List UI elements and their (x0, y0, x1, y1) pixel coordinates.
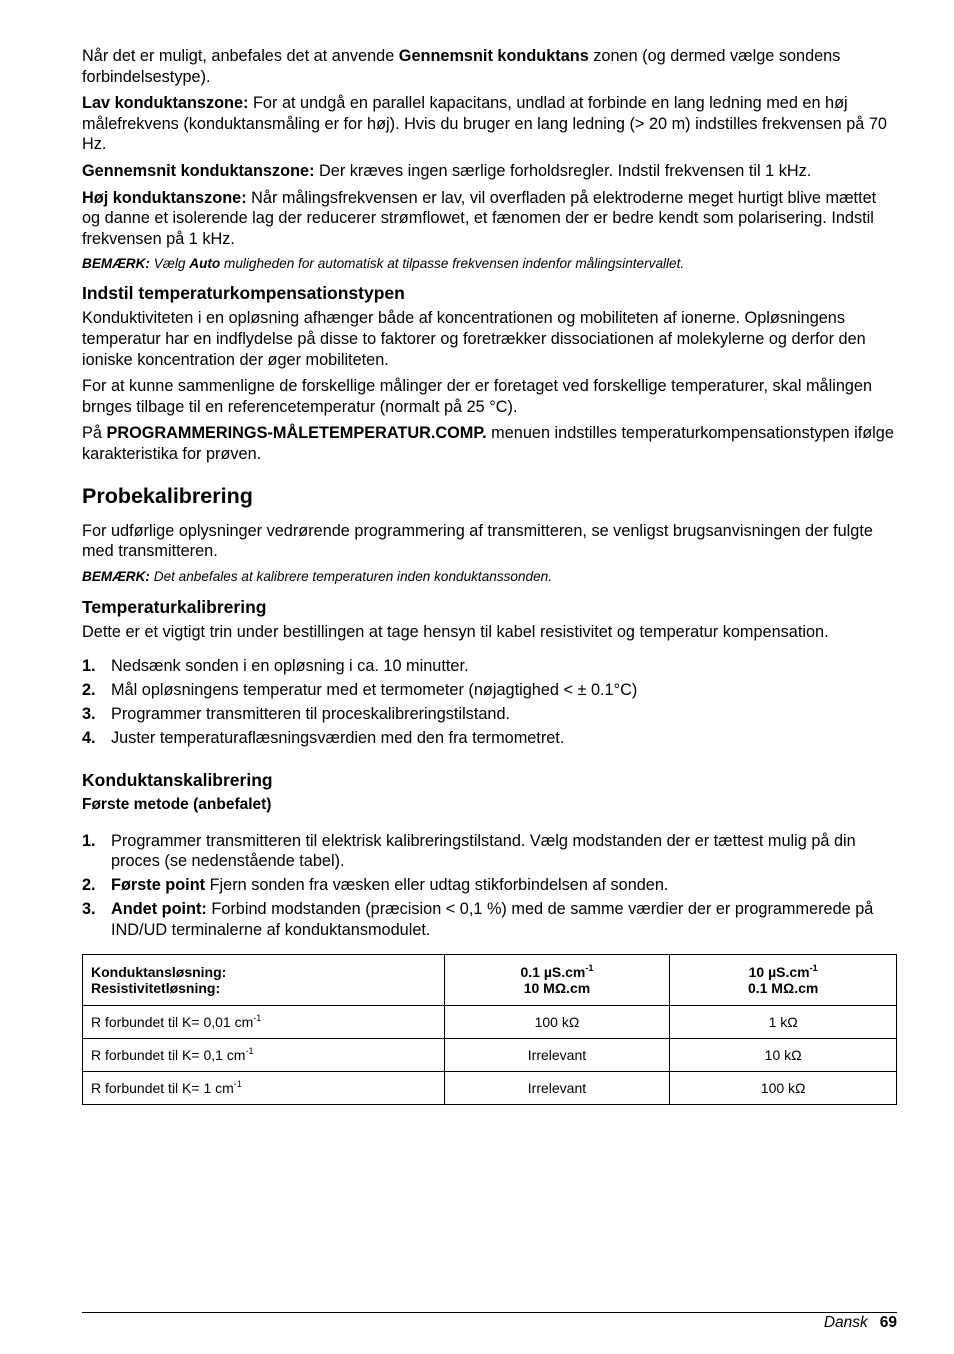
table-row (83, 1005, 897, 1038)
table-cell: 10 kΩ (670, 1038, 897, 1071)
page-number: 69 (879, 1314, 897, 1331)
step-number: 2. (82, 681, 96, 700)
row-label: R forbundet til K= 0,1 cm (91, 1046, 246, 1063)
step-number: 3. (82, 705, 96, 724)
temp-comp-text: menuen indstilles temperaturkompensationstypen ifølge karakteristika for prøven. (82, 424, 894, 463)
step-number: 1. (82, 831, 96, 850)
header-text: 0.1 MΩ.cm (747, 979, 819, 996)
step-number: 4. (82, 729, 96, 748)
header-text: Konduktansløsning: (91, 963, 227, 980)
intro-text: zonen (og dermed vælge sondens forbindelsestype). (82, 47, 841, 86)
intro-text: Når det er muligt, anbefales det at anvende (82, 47, 399, 65)
header-text: 0.1 µS.cm (520, 963, 586, 980)
step-text: Fjern sonden fra væsken eller udtag stikforbindelsen af sonden. (205, 876, 669, 895)
footer-divider (82, 1312, 897, 1313)
cond-cal-subheading: Første metode (anbefalet) (82, 795, 272, 813)
header-sup: -1 (809, 962, 818, 973)
temp-cal-heading: Temperaturkalibrering (82, 596, 267, 617)
step-number: 1. (82, 657, 96, 676)
low-zone-text: For at undgå en parallel kapacitans, undlad at forbinde en lang ledning med en høj målefrekvens (konduktansmåling er for høj). Hvis du bruger en lang ledning (> 20 m) indstilles frekvensen på 70 Hz. (82, 94, 887, 154)
note-label: BEMÆRK: (82, 568, 150, 584)
temp-comp-paragraph-3 (82, 423, 897, 464)
step-number: 3. (82, 900, 96, 919)
low-zone-paragraph (82, 93, 897, 155)
step-text: Mål opløsningens temperatur med et termometer (nøjagtighed < ± 0.1°C) (111, 681, 638, 700)
menu-path: PROGRAMMERINGS-MÅLETEMPERATUR.COMP. (106, 424, 487, 443)
header-sup: -1 (585, 962, 594, 973)
table-cell (83, 1005, 445, 1038)
temp-cal-steps (82, 656, 897, 749)
table-cell: 1 kΩ (670, 1005, 897, 1038)
resistance-table (82, 954, 897, 1105)
note-text: muligheden for automatisk at tilpasse frekvensen indenfor målingsintervallet. (220, 256, 685, 272)
page-content (82, 46, 897, 1105)
step-text: Programmer transmitteren til elektrisk kalibreringstilstand. Vælg modstanden der er tættest mulig på din proces (se nedenstående tabel). (111, 831, 856, 871)
footer-language: Dansk (823, 1314, 868, 1331)
note-text: Vælg (149, 256, 190, 272)
mid-zone-text: Der kræves ingen særlige forholdsregler. Indstil frekvensen til 1 kHz. (314, 161, 812, 180)
table-row (83, 1071, 897, 1104)
probe-heading: Probekalibrering (82, 483, 253, 508)
note-bold: Auto (189, 256, 221, 272)
temp-comp-paragraph-1: Konduktiviteten i en opløsning afhænger både af koncentrationen og mobiliteten af ionerne. Opløsningens temperatur har en indflydelse på disse to faktorer og foretrækker dissociationen af molekylerne og derfor den ioniske koncentration der øger mobiliteten. (82, 309, 866, 369)
step-bold: Første point (111, 876, 206, 895)
intro-paragraph-1 (82, 46, 897, 87)
page-footer (824, 1313, 897, 1333)
step-text: Juster temperaturaflæsningsværdien med den fra termometret. (111, 729, 565, 748)
header-text: 10 MΩ.cm (523, 979, 591, 996)
table-cell: Irrelevant (444, 1038, 670, 1071)
note-auto (82, 255, 897, 273)
table-cell (83, 1071, 445, 1104)
high-zone-paragraph (82, 188, 897, 250)
table-cell: Irrelevant (444, 1071, 670, 1104)
note-label: BEMÆRK: (82, 256, 150, 272)
row-label: R forbundet til K= 0,01 cm (91, 1013, 254, 1030)
list-item (82, 680, 897, 701)
cond-cal-heading: Konduktanskalibrering (82, 769, 273, 790)
list-item (82, 831, 897, 872)
temp-cal-paragraph: Dette er et vigtigt trin under bestillingen at tage hensyn til kabel resistivitet og temperatur kompensation. (82, 622, 829, 641)
table-header-row (83, 954, 897, 1005)
step-number: 2. (82, 876, 96, 895)
list-item (82, 704, 897, 725)
temp-comp-text: På (82, 424, 107, 443)
table-row (83, 1038, 897, 1071)
low-zone-label: Lav konduktanszone: (82, 94, 249, 113)
row-sup: -1 (245, 1045, 254, 1056)
mid-zone-paragraph (82, 161, 897, 182)
high-zone-text: Når målingsfrekvensen er lav, vil overfladen på elektroderne meget hurtigt blive mættet og danne et isolerende lag der reducerer strømflowet, et fænomen der er bedre kendt som polarisering. Indstil frekvensen på 1 kHz. (82, 188, 877, 248)
row-label: R forbundet til K= 1 cm (91, 1079, 234, 1096)
table-cell: 100 kΩ (670, 1071, 897, 1104)
list-item (82, 899, 897, 940)
mid-zone-label: Gennemsnit konduktanszone: (82, 161, 315, 180)
table-header-cell (444, 954, 670, 1005)
probe-paragraph: For udførlige oplysninger vedrørende programmering af transmitteren, se venligst brugsanvisningen der fulgte med transmitteren. (82, 521, 873, 561)
row-sup: -1 (233, 1078, 242, 1089)
temp-comp-heading: Indstil temperaturkompensationstypen (82, 283, 405, 304)
list-item (82, 656, 897, 677)
high-zone-label: Høj konduktanszone: (82, 188, 247, 207)
header-text: 10 µS.cm (748, 963, 810, 980)
row-sup: -1 (253, 1012, 262, 1023)
step-text: Forbind modstanden (præcision < 0,1 %) med de samme værdier der er programmerede på IND/UD terminalerne af konduktansmodulet. (111, 900, 874, 939)
table-cell (83, 1038, 445, 1071)
step-text: Nedsænk sonden i en opløsning i ca. 10 minutter. (111, 657, 469, 676)
table-header-cell (670, 954, 897, 1005)
header-text: Resistivitetløsning: (91, 979, 221, 996)
intro-bold: Gennemsnit konduktans (398, 47, 589, 65)
table-header-cell (83, 954, 445, 1005)
cond-cal-steps (82, 831, 897, 941)
step-text: Programmer transmitteren til proceskalibreringstilstand. (111, 705, 511, 724)
note-probe (82, 568, 897, 586)
list-item (82, 875, 897, 896)
temp-comp-paragraph-2: For at kunne sammenligne de forskellige målinger der er foretaget ved forskellige temperaturer, skal målingen brnges tilbage til en referencetemperatur (normalt på 25 °C). (82, 377, 873, 416)
table-cell: 100 kΩ (444, 1005, 670, 1038)
list-item (82, 728, 897, 749)
note-text: Det anbefales at kalibrere temperaturen inden konduktanssonden. (149, 568, 552, 584)
step-bold: Andet point: (111, 900, 207, 919)
